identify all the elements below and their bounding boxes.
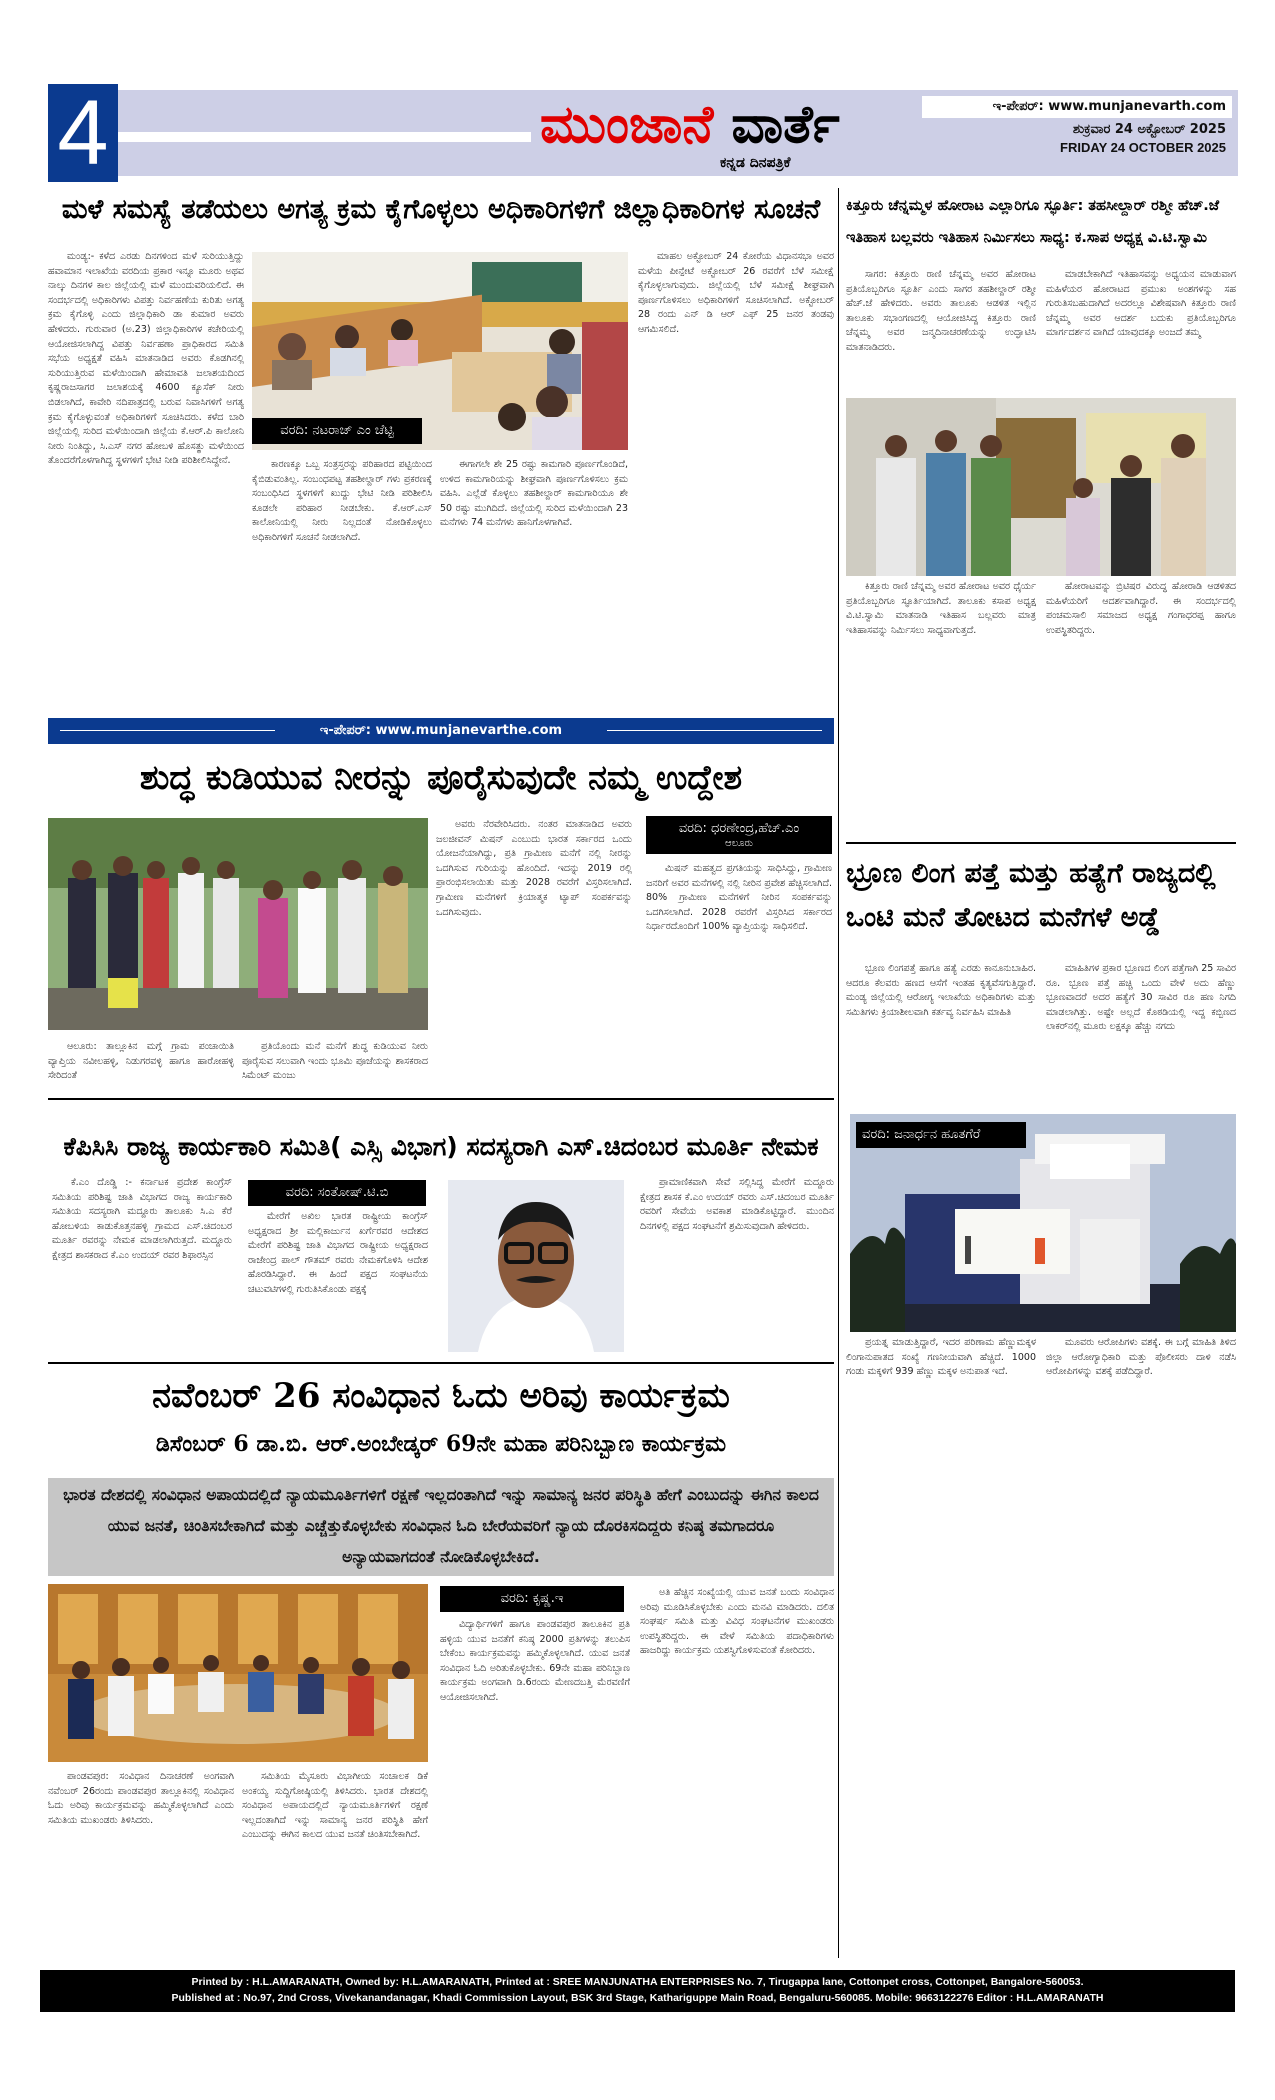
- article-water-col3: [436, 818, 632, 1090]
- strip-line-left: [60, 730, 275, 731]
- headline-water: ಶುದ್ಧ ಕುಡಿಯುವ ನೀರನ್ನು ಪೂರೈಸುವುದೇ ನಮ್ಮ ಉದ್ದೇಶ: [139, 758, 743, 798]
- article-water-col1: [48, 1040, 234, 1088]
- paragraph: ಆಲೂರು: ತಾಲ್ಲೂಕಿನ ಮಗ್ಗೆ ಗ್ರಾಮ ಪಂಚಾಯಿತಿ ವ್ಯಾಪ್ತಿಯ ನವೀಲಹಳ್ಳಿ, ನಿಡುಗರವಳ್ಳಿ ಹಾಗೂ ಹಾರೋಹಳ್ಳಿ ಸೇರಿದಂತೆ: [48, 1041, 234, 1082]
- article-kittur-col1: [846, 268, 1036, 396]
- date-english: FRIDAY 24 OCTOBER 2025: [1060, 140, 1226, 155]
- paragraph: ಅತಿ ಹೆಚ್ಚಿನ ಸಂಖ್ಯೆಯಲ್ಲಿ ಯುವ ಜನತೆ ಬಂದು ಸಂವಿಧಾನ ಅರಿವು ಮೂಡಿಸಿಕೊಳ್ಳಬೇಕು ಎಂದು ಮನವಿ ಮಾಡಿದರು. ದಲಿತ ಸಂಘರ್ಷ ಸಮಿತಿ ಮತ್ತು ವಿವಿಧ ಸಂಘಟನೆಗಳ ಮುಖಂಡರು ಉಪಸ್ಥಿತರಿದ್ದರು. ಈ ವೇಳೆ ಸಮಿತಿಯ ಪದಾಧಿಕಾರಿಗಳು ಹಾಜರಿದ್ದು ಕಾರ್ಯಕ್ರಮ ಯಶಸ್ವಿಗೊಳಿಸುವಂತೆ ಕೋರಿದರು.: [640, 1587, 834, 1657]
- section-divider: [48, 1098, 834, 1100]
- photo-water-ceremony: [48, 818, 428, 1030]
- constitution-meeting-image: [48, 1584, 428, 1762]
- paragraph: ಮಿಷನ್ ಮಹತ್ವದ ಪ್ರಗತಿಯನ್ನು ಸಾಧಿಸಿದ್ದು, ಗ್ರಾಮೀಣ ಜನರಿಗೆ ಅವರ ಮನೆಗಳಲ್ಲಿ ನಲ್ಲಿ ನೀರಿನ ಪ್ರವೇಶ ಹೆಚ್ಚಿಸಲಾಗಿದೆ. 80% ಗ್ರಾಮೀಣ ಮನೆಗಳಿಗೆ ನೀರಿನ ಸಂಪರ್ಕವನ್ನು ಒದಗಿಸಲಾಗಿದೆ. 2028 ರವರೆಗೆ ವಿಸ್ತರಿಸಿದ ಸರ್ಕಾರದ ನಿರ್ಧಾರದೊಂದಿಗೆ 100% ವ್ಯಾಪ್ತಿಯನ್ನು ಸಾಧಿಸಲಿದೆ.: [646, 863, 832, 933]
- article-foeticide-col1: [846, 962, 1036, 1110]
- byline-foeticide: ವರದಿ: ಜನಾರ್ಧನ ಹೂತಗೆರೆ: [856, 1122, 1026, 1148]
- article-foeticide-col4: [1046, 1336, 1236, 1962]
- footer-line-2: Published at : No.97, 2nd Cross, Vivekanandanagar, Khadi Commission Layout, BSK 3rd Stage, Kathariguppe Main Road, Bengaluru-560085. Mobile: 9663122276 Editor : H.L.AMARANATH: [171, 1992, 1104, 2004]
- article-kittur-col2: [1046, 268, 1236, 396]
- paragraph: ಪಾಂಡವಪುರ: ಸಂವಿಧಾನ ದಿನಾಚರಣೆ ಅಂಗವಾಗಿ ನವೆಂಬರ್ 26ರಂದು ಪಾಂಡವಪುರ ತಾಲ್ಲೂಕಿನಲ್ಲಿ ಸಂವಿಧಾನ ಓದು ಅರಿವು ಕಾರ್ಯಕ್ರಮವನ್ನು ಹಮ್ಮಿಕೊಳ್ಳಲಾಗಿದೆ ಎಂದು ಸಮಿತಿಯ ಮುಖಂಡರು ತಿಳಿಸಿದರು.: [48, 1771, 234, 1826]
- page-number: 4: [48, 84, 118, 182]
- paragraph: ಮಾಹಿತಿಗಳ ಪ್ರಕಾರ ಭ್ರೂಣದ ಲಿಂಗ ಪತ್ತೆಗಾಗಿ 25 ಸಾವಿರ ರೂ. ಭ್ರೂಣ ಪತ್ತೆ ಹಚ್ಚಿ ಒಂದು ವೇಳೆ ಅದು ಹೆಣ್ಣು ಭ್ರೂಣವಾದರೆ ಅದರ ಹತ್ಯೆಗೆ 30 ಸಾವಿರ ರೂ ಹಣ ನಿಗದಿ ಮಾಡಲಾಗಿತ್ತು. ಅಷ್ಟೇ ಅಲ್ಲದೆ ಕೊಠಡಿಯಲ್ಲಿ ಇದ್ದ ಕಬ್ಬಿಣದ ಲಾಕರ್‌ನಲ್ಲಿ ಮೂರು ಲಕ್ಷಕ್ಕೂ ಹೆಚ್ಚು ನಗದು: [1046, 963, 1236, 1033]
- paragraph: ವಿದ್ಯಾರ್ಥಿಗಳಿಗೆ ಹಾಗೂ ಪಾಂಡವಪುರ ತಾಲೂಕಿನ ಪ್ರತಿ ಹಳ್ಳಿಯ ಯುವ ಜನತೆಗೆ ಕನಿಷ್ಠ 2000 ಪ್ರತಿಗಳನ್ನು ತಲುಪಿಸ ಬೇಕೆಂಬ ಕಾರ್ಯಕ್ರಮವನ್ನು ಹಮ್ಮಿಕೊಳ್ಳಲಾಗಿದೆ. ಯುವ ಜನತೆ ಸಂವಿಧಾನ ಓದಿ ಅರಿತುಕೊಳ್ಳಬೇಕು. 69ನೇ ಮಹಾ ಪರಿನಿಬ್ಬಾಣ ಕಾರ್ಯಕ್ರಮ ಅಂಗವಾಗಿ ಡಿ.6ರಂದು ಮೇಣದಬತ್ತಿ ಮೆರವಣಿಗೆ ಆಯೋಜಿಸಲಾಗಿದೆ.: [440, 1619, 630, 1703]
- photo-constitution-meeting: [48, 1584, 428, 1762]
- headline-foeticide: [846, 852, 1236, 940]
- column-divider: [838, 188, 839, 1958]
- article-rain-col3: [440, 458, 628, 710]
- article-kittur-col4: [1046, 580, 1236, 830]
- paragraph: ಕೆ.ಎಂ ದೊಡ್ಡಿ :- ಕರ್ನಾಟಕ ಪ್ರದೇಶ ಕಾಂಗ್ರೆಸ್ ಸಮಿತಿಯ ಪರಿಶಿಷ್ಟ ಜಾತಿ ವಿಭಾಗದ ರಾಜ್ಯ ಕಾರ್ಯಕಾರಿ ಸಮಿತಿಯ ಸದಸ್ಯರಾಗಿ ಮದ್ದೂರು ತಾಲೂಕು ಸಿ.ಎ ಕೆರೆ ಹೋಬಳಿಯ ಕಾಡುಕೊತ್ತನಹಳ್ಳಿ ಗ್ರಾಮದ ಎಸ್.ಚಿದಂಬರ ಮೂರ್ತಿ ರವರನ್ನು ನೇಮಕ ಮಾಡಲಾಗಿರುತ್ತದೆ. ಮದ್ದೂರು ಕ್ಷೇತ್ರದ ಶಾಸಕರಾದ ಕೆ.ಎಂ ಉದಯ್ ರವರ ಶಿಫಾರಸ್ಸಿನ: [52, 1177, 232, 1261]
- article-kpcc-col1: [52, 1176, 232, 1356]
- newspaper-title: [540, 96, 840, 154]
- paragraph: ಈಗಾಗಲೇ ಶೇ 25 ರಷ್ಟು ಕಾಮಗಾರಿ ಪೂರ್ಣಗೊಂಡಿದೆ, ಉಳಿದ ಕಾಮಗಾರಿಯನ್ನು ಶೀಘ್ರವಾಗಿ ಪೂರ್ಣಗೊಳಿಸಲು ಕ್ರಮ ವಹಿಸಿ. ಎಲ್ಲೆಡೆ ಕೊಳ್ಳಲು ತಹಶೀಲ್ದಾರ್ ಕಾಮಗಾರಿಯೂ ಶೇ 50 ರಷ್ಟು ಮುಗಿದಿದೆ. ಜಿಲ್ಲೆಯಲ್ಲಿ ಸುರಿದ ಮಳೆಯಿಂದಾಗಿ 23 ಮನೆಗಳು 74 ಮನೆಗಳು ಹಾನಿಗೊಳಗಾಗಿವೆ.: [440, 459, 628, 529]
- headline-rain: ಮಳೆ ಸಮಸ್ಯೆ ತಡೆಯಲು ಅಗತ್ಯ ಕ್ರಮ ಕೈಗೊಳ್ಳಲು ಅಧಿಕಾರಿಗಳಿಗೆ ಜಿಲ್ಲಾಧಿಕಾರಿಗಳ ಸೂಚನೆ: [61, 194, 821, 225]
- paragraph: ಮಂಡ್ಯ:- ಕಳೆದ ಎರಡು ದಿನಗಳಿಂದ ಮಳೆ ಸುರಿಯುತ್ತಿದ್ದು ಹವಾಮಾನ ಇಲಾಖೆಯ ವರದಿಯ ಪ್ರಕಾರ ಇನ್ನೂ ಮೂರು ಅಥವ ನಾಲ್ಕು ದಿನಗಳ ಕಾಲ ಜಿಲ್ಲೆಯಲ್ಲಿ ಮಳೆ ಮುಂದುವರಿಯಲಿದೆ. ಈ ಸಂದರ್ಭದಲ್ಲಿ ಅಧಿಕಾರಿಗಳು ವಿಪತ್ತು ನಿರ್ವಹಣೆಯ ಕುರಿತು ಅಗತ್ಯ ಕ್ರಮ ಕೈಗೊಳ್ಳಿ ಎಂದು ಜಿಲ್ಲಾಧಿಕಾರಿ ಡಾ ಕುಮಾರ ಅವರು ಹೇಳಿದರು. ಗುರುವಾರ (ಅ.23) ಜಿಲ್ಲಾಧಿಕಾರಿಗಳ ಕಚೇರಿಯಲ್ಲಿ ಆಯೋಜಿಸಲಾಗಿದ್ದ ವಿಪತ್ತು ನಿರ್ವಹಣಾ ಪ್ರಾಧಿಕಾರದ ಸಮಿತಿ ಸಭೆಯ ಅಧ್ಯಕ್ಷತೆ ವಹಿಸಿ ಮಾತನಾಡಿದ ಅವರು ಕೊಡಗಿನಲ್ಲಿ ಸುರಿಯುತ್ತಿರುವ ಮಳೆಯಿಂದಾಗಿ ಹೇಮಾವತಿ ಜಲಾಶಯದಿಂದ ಕೃಷ್ಣರಾಜಸಾಗರ ಜಲಾಶಯಕ್ಕೆ 4600 ಕ್ಯೂಸೆಕ್ ನೀರು ಬಿಡಲಾಗಿದೆ, ಕಾವೇರಿ ನದಿಪಾತ್ರದಲ್ಲಿ ಬರುವ ನಿವಾಸಿಗಳಿಗೆ ಅಗತ್ಯ ಕ್ರಮ ಕೈಗೊಳ್ಳುವಂತೆ ಅಧಿಕಾರಿಗಳಿಗೆ ಸೂಚಿಸಿದರು. ಕಳೆದ ಬಾರಿ ಜಿಲ್ಲೆಯಲ್ಲಿ ಸುರಿದ ಮಳೆಯಿಂದಾಗಿ ಜಿಲ್ಲೆಯ ಕೆ.ಆರ್.ಪಿ ಕಾಲೋನಿ ನೀರು ನಿಂತಿದ್ದು, ಸಿ.ಎಸ್ ನಗರ ಹೋಬಳಿ ಹೊಸತ್ಥು ಮಳೆಯಿಂದ ತೊಂದರೆಗೊಳಗಾಗಿದ್ದ ಸ್ಥಳಗಳಿಗೆ ಭೇಟಿ ನೀಡಿ ಪರಿಶೀಲಿಸಿದ್ದೇನೆ.: [48, 251, 244, 467]
- article-foeticide-col2: [1046, 962, 1236, 1110]
- water-ceremony-image: [48, 818, 428, 1030]
- article-kpcc-col2: [248, 1210, 428, 1356]
- headline-kittur-line1: ಕಿತ್ತೂರು ಚೆನ್ನಮ್ಮಳ ಹೋರಾಟ ಎಲ್ಲಾರಿಗೂ ಸ್ಫೂರ್ತಿ: ತಹಸೀಲ್ದಾರ್ ರಶ್ಮೀ ಹೆಚ್.ಜೆ: [846, 198, 1220, 214]
- headline-kpcc: ಕೆಪಿಸಿಸಿ ರಾಜ್ಯ ಕಾರ್ಯಕಾರಿ ಸಮಿತಿ( ಎಸ್ಸಿ ವಿಭಾಗ) ಸದಸ್ಯರಾಗಿ ಎಸ್.ಚಿದಂಬರ ಮೂರ್ತಿ ನೇಮಕ: [63, 1132, 819, 1161]
- strip-line-right: [607, 730, 822, 731]
- newspaper-subtitle: ಕನ್ನಡ ದಿನಪತ್ರಿಕೆ: [720, 155, 791, 171]
- byline-constitution: ವರದಿ: ಕೃಷ್ಣ.ಇ: [440, 1586, 624, 1612]
- paragraph: ಅವರು ನೆರವೇರಿಸಿದರು. ನಂತರ ಮಾತನಾಡಿದ ಅವರು ಜಲಜೀವನ್ ಮಿಷನ್ ಎಂಬುದು ಭಾರತ ಸರ್ಕಾರದ ಒಂದು ಯೋಜನೆಯಾಗಿದ್ದು, ಪ್ರತಿ ಗ್ರಾಮೀಣ ಮನೆಗೆ ನಲ್ಲಿ ನೀರನ್ನು ಒದಗಿಸುವ ಗುರಿಯನ್ನು ಹೊಂದಿದೆ. ಇದನ್ನು 2019 ರಲ್ಲಿ ಪ್ರಾರಂಭಿಸಲಾಯಿತು ಮತ್ತು 2028 ರವರೆಗೆ ವಿಸ್ತರಿಸಲಾಗಿದೆ. ಗ್ರಾಮೀಣ ಮನೆಗಳಿಗೆ ಕ್ರಿಯಾತ್ಮಕ ಟ್ಯಾಪ್ ಸಂಪರ್ಕವನ್ನು ಒದಗಿಸುವುದು.: [436, 819, 632, 918]
- paragraph: ಹೋರಾಟವನ್ನು ಬ್ರಿಟಿಷರ ವಿರುದ್ಧ ಹೋರಾಡಿ ಆಡಳಿತದ ಮಹಿಳೆಯರಿಗೆ ಆದರ್ಶವಾಗಿದ್ದಾರೆ. ಈ ಸಂದರ್ಭದಲ್ಲಿ ಪಂಚಮಸಾಲಿ ಸಮಾಜದ ಅಧ್ಯಕ್ಷ ಗಂಗಾಧರಪ್ಪ ಹಾಗೂ ಉಪಸ್ಥಿತರಿದ್ದರು.: [1046, 581, 1236, 636]
- paragraph: ಪ್ರಾಮಾಣಿಕವಾಗಿ ಸೇವೆ ಸಲ್ಲಿಸಿದ್ದ ಮೇರೆಗೆ ಮದ್ದೂರು ಕ್ಷೇತ್ರದ ಶಾಸಕ ಕೆ.ಎಂ ಉದಯ್ ರವರು ಎಸ್.ಚಿದಂಬರ ಮೂರ್ತಿ ರವರಿಗೆ ಸೇವೆಯ ಅವಕಾಶ ಮಾಡಿಕೊಟ್ಟಿದ್ದಾರೆ. ಮುಂದಿನ ದಿನಗಳಲ್ಲಿ ಪಕ್ಷದ ಸಂಘಟನೆಗೆ ಶ್ರಮಿಸುವುದಾಗಿ ಹೇಳಿದರು.: [640, 1177, 834, 1232]
- paragraph: ಕಾರಣಕ್ಕೂ ಒಬ್ಬ ಸಂತ್ರಸ್ತರನ್ನು ಪರಿಹಾರದ ಪಟ್ಟಿಯಿಂದ ಕೈಬಿಡುವಂತಿಲ್ಲ. ಸಂಬಂಧಪಟ್ಟ ತಹಶೀಲ್ದಾರ್ ಗಳು ಪ್ರಕರಣಕ್ಕೆ ಸಂಬಂಧಿಸಿದ ಸ್ಥಳಗಳಿಗೆ ಖುದ್ದು ಭೇಟಿ ನೀಡಿ ಪರಿಶೀಲಿಸಿ ಕೂಡಲೇ ಪರಿಹಾರ ನೀಡಬೇಕು. ಕೆ.ಆರ್.ಎಸ್ ಕಾಲೋನಿಯಲ್ಲಿ ನೀರು ನಿಲ್ಲದಂತೆ ನೋಡಿಕೊಳ್ಳಲು ಅಧಿಕಾರಿಗಳಿಗೆ ಸೂಚನೆ ನೀಡಲಾಗಿದೆ.: [252, 459, 432, 543]
- paragraph: ಸಮಿತಿಯ ಮೈಸೂರು ವಿಭಾಗೀಯ ಸಂಚಾಲಕ ಡಿಕೆ ಅಂಕಯ್ಯ ಸುದ್ದಿಗೋಷ್ಠಿಯಲ್ಲಿ ತಿಳಿಸಿದರು. ಭಾರತ ದೇಶದಲ್ಲಿ ಸಂವಿಧಾನ ಅಪಾಯದಲ್ಲಿದೆ ನ್ಯಾಯಮೂರ್ತಿಗಳಿಗೆ ರಕ್ಷಣೆ ಇಲ್ಲದಂತಾಗಿದೆ ಇನ್ನು ಸಾಮಾನ್ಯ ಜನರ ಪರಿಸ್ಥಿತಿ ಹೇಗೆ ಎಂಬುದನ್ನು ಈಗಿನ ಕಾಲದ ಯುವ ಜನತೆ ಚಿಂತಿಸಬೇಕಾಗಿದೆ.: [242, 1771, 428, 1841]
- section-divider: [48, 1362, 834, 1364]
- pull-quote: ಭಾರತ ದೇಶದಲ್ಲಿ ಸಂವಿಧಾನ ಅಪಾಯದಲ್ಲಿದೆ ನ್ಯಾಯಮೂರ್ತಿಗಳಿಗೆ ರಕ್ಷಣೆ ಇಲ್ಲದಂತಾಗಿದೆ ಇನ್ನು ಸಾಮಾನ್ಯ ಜನರ ಪರಿಸ್ಥಿತಿ ಹೇಗೆ ಎಂಬುದನ್ನು ಈಗಿನ ಕಾಲದ ಯುವ ಜನತೆ, ಚಿಂತಿಸಬೇಕಾಗಿದೆ ಮತ್ತು ಎಚ್ಚೆತ್ತುಕೊಳ್ಳಬೇಕು ಸಂವಿಧಾನ ಓದಿ ಬೇರೆಯವರಿಗೆ ನ್ಯಾಯ ದೊರಕಿಸದಿದ್ದರು ಕನಿಷ್ಠ ತಮಗಾದರೂ ಅನ್ಯಾಯವಾಗದಂತೆ ನೋಡಿಕೊಳ್ಳಬೇಕಿದೆ.: [48, 1478, 834, 1576]
- article-foeticide-col3: [846, 1336, 1036, 1962]
- section-divider: [846, 842, 1236, 844]
- paragraph: ಮೂವರು ಆರೋಪಿಗಳು ವಶಕ್ಕೆ. ಈ ಬಗ್ಗೆ ಮಾಹಿತಿ ತಿಳಿದ ಜಿಲ್ಲಾ ಆರೋಗ್ಯಾಧಿಕಾರಿ ಮತ್ತು ಪೊಲೀಸರು ದಾಳಿ ನಡೆಸಿ ಆರೋಪಿಗಳನ್ನು ವಶಕ್ಕೆ ಪಡೆದಿದ್ದಾರೆ.: [1046, 1337, 1236, 1378]
- paragraph: ಪ್ರಯತ್ನ ಮಾಡುತ್ತಿದ್ದಾರೆ, ಇದರ ಪರಿಣಾಮ ಹೆಣ್ಣುಮಕ್ಕಳ ಲಿಂಗಾನುಪಾತದ ಸಂಖ್ಯೆ ಗಣನೀಯವಾಗಿ ಹೆಚ್ಚಿದೆ. 1000 ಗಂಡು ಮಕ್ಕಳಿಗೆ 939 ಹೆಣ್ಣು ಮಕ್ಕಳ ಅನುಪಾತ ಇದೆ.: [846, 1337, 1036, 1378]
- article-kittur-col3: [846, 580, 1036, 830]
- paragraph: ಮಾಹಲ ಅಕ್ಟೋಬರ್ 24 ಕೋರೆಯ ವಿಧಾನಸಭಾ ಅವರ ಮಳೆಯ ಪೀನ್ಪೇಟೆ ಅಕ್ಟೋಬರ್ 26 ರವರೆಗೆ ಬೆಳೆ ಸಮೀಕ್ಷೆ ಕೈಗೊಳ್ಳಲಾಗುವುದು. ಜಿಲ್ಲೆಯಲ್ಲಿ ಬೆಳೆ ಸಮೀಕ್ಷೆ ಶೀಘ್ರವಾಗಿ ಪೂರ್ಣಗೊಳಿಸಲು ಅಧಿಕಾರಿಗಳಿಗೆ ಸೂಚಿಸಲಾಗಿದೆ. ಅಕ್ಟೋಬರ್ 28 ರಂದು ಎನ್ ಡಿ ಆರ್ ಎಫ್ 25 ಜನರ ತಂಡವು ಆಗಮಿಸಲಿದೆ.: [638, 251, 834, 335]
- epaper-strip-link[interactable]: ಇ-ಪೇಪರ್: www.munjanevarthe.com: [319, 723, 563, 738]
- paragraph: ಕಿತ್ತೂರು ರಾಣಿ ಚೆನ್ನಮ್ಮ ಅವರ ಹೋರಾಟ ಅವರ ಧೈರ್ಯ ಪ್ರತಿಯೊಬ್ಬರಿಗೂ ಸ್ಫೂರ್ತಿಯಾಗಿದೆ. ತಾಲೂಕು ಕಸಾಪ ಅಧ್ಯಕ್ಷ ವಿ.ಟಿ.ಸ್ವಾಮಿ ಮಾತನಾಡಿ ಇತಿಹಾಸ ಬಲ್ಲವರು ಮಾತ್ರ ಇತಿಹಾಸವನ್ನು ನಿರ್ಮಿಸಲು ಸಾಧ್ಯವಾಗುತ್ತದೆ.: [846, 581, 1036, 636]
- byline-rain: ವರದಿ: ನಟರಾಜ್ ಎಂ ಚೆಟ್ಟಿ: [252, 418, 422, 444]
- headline-constitution: ನವೆಂಬರ್ 26 ಸಂವಿಧಾನ ಓದು ಅರಿವು ಕಾರ್ಯಕ್ರಮ: [152, 1376, 730, 1416]
- footer-line-1: Printed by : H.L.AMARANATH, Owned by: H.L.AMARANATH, Printed at : SREE MANJUNATHA ENTERPRISES No. 7, Tirugappa lane, Cottonpet cross, Cottonpet, Bangalore-560053.: [191, 1976, 1084, 1988]
- kittur-event-image: [846, 398, 1236, 576]
- paragraph: ಪ್ರತಿಯೊಂದು ಮನೆ ಮನೆಗೆ ಶುದ್ಧ ಕುಡಿಯುವ ನೀರು ಪೂರೈಸುವ ಸಲುವಾಗಿ ಇಂದು ಭೂಮಿ ಪೂಜೆಯನ್ನು ಶಾಸಕರಾದ ಸಿಮೆಂಟ್ ಮಂಜು: [242, 1041, 428, 1082]
- headline-foeticide-line2: ಒಂಟಿ ಮನೆ ತೋಟದ ಮನೆಗಳೆ ಅಡ್ಡೆ: [846, 902, 1160, 933]
- byline-water: [646, 816, 832, 854]
- footer-imprint: [40, 1970, 1235, 2012]
- byline-kpcc: ವರದಿ: ಸಂತೋಷ್.ಟಿ.ಬಿ: [248, 1180, 426, 1206]
- article-water-col2: [242, 1040, 428, 1088]
- masthead-divider: [118, 132, 531, 142]
- paragraph: ಸಾಗರ: ಕಿತ್ತೂರು ರಾಣಿ ಚೆನ್ನಮ್ಮ ಅವರ ಹೋರಾಟ ಪ್ರತಿಯೊಬ್ಬರಿಗೂ ಸ್ಫೂರ್ತಿ ಎಂದು ಸಾಗರ ತಹಶೀಲ್ದಾರ್ ರಶ್ಮೀ ಹೆಚ್.ಜೆ ಹೇಳಿದರು. ಅವರು ತಾಲೂಕು ಆಡಳಿತ ಇಲ್ಲಿನ ತಾಲೂಕು ಸಭಾಂಗಣದಲ್ಲಿ ಆಯೋಜಿಸಿದ್ದ ಕಿತ್ತೂರು ರಾಣಿ ಚೆನ್ನಮ್ಮ ಅವರ ಜನ್ಮದಿನಾಚರಣೆಯನ್ನು ಉದ್ಘಾಟಿಸಿ ಮಾತನಾಡಿದರು.: [846, 269, 1036, 353]
- epaper-link[interactable]: ಇ-ಪೇಪರ್: www.munjanevarth.com: [922, 96, 1232, 118]
- subheadline-constitution: ಡಿಸೆಂಬರ್ 6 ಡಾ.ಬಿ. ಆರ್.ಅಂಬೇಡ್ಕರ್ 69ನೇ ಮಹಾ ಪರಿನಿಬ್ಬಾಣ ಕಾರ್ಯಕ್ರಮ: [155, 1431, 727, 1457]
- photo-portrait: [448, 1180, 624, 1352]
- article-rain-col1: [48, 250, 244, 710]
- article-constitution-col4: [640, 1586, 834, 1962]
- article-rain-col4: [638, 250, 834, 710]
- title-part-1: ಮುಂಜಾನೆ: [540, 95, 714, 155]
- portrait-image: [448, 1180, 624, 1352]
- paragraph: ಮೇರೆಗೆ ಅಖಿಲ ಭಾರತ ರಾಷ್ಟ್ರೀಯ ಕಾಂಗ್ರೆಸ್ ಅಧ್ಯಕ್ಷರಾದ ಶ್ರೀ ಮಲ್ಲಿಕಾರ್ಜುನ ಖರ್ಗೆರವರ ಆದೇಶದ ಮೇರೆಗೆ ಪರಿಶಿಷ್ಟ ಜಾತಿ ವಿಭಾಗದ ರಾಷ್ಟ್ರೀಯ ಅಧ್ಯಕ್ಷರಾದ ರಾಜೇಂದ್ರ ಪಾಲ್ ಗೌತಮ್ ರವರು ನೇಮಕಗೊಳಿಸಿ ಆದೇಶ ಹೊರಡಿಸಿದ್ದಾರೆ. ಈ ಹಿಂದೆ ಪಕ್ಷದ ಸಂಘಟನೆಯ ಚಟುವಟಿಗಳಲ್ಲಿ ಗುರುತಿಸಿಕೊಂಡು ಪಕ್ಷಕ್ಕೆ: [248, 1211, 428, 1295]
- article-constitution-col3: [440, 1618, 630, 1962]
- headline-kittur-line2: ಇತಿಹಾಸ ಬಲ್ಲವರು ಇತಿಹಾಸ ನಿರ್ಮಿಸಲು ಸಾಧ್ಯ: ಕ.ಸಾಪ ಅಧ್ಯಕ್ಷ ವಿ.ಟಿ.ಸ್ವಾಮಿ: [846, 230, 1207, 246]
- article-kpcc-col3: [640, 1176, 834, 1356]
- photo-kittur-event: [846, 398, 1236, 576]
- byline-water-name: ವರದಿ: ಧರಣೇಂದ್ರ,ಹೆಚ್.ಎಂ: [678, 821, 800, 836]
- headline-kittur: [846, 190, 1236, 254]
- article-constitution-col2: [242, 1770, 428, 1962]
- article-rain-col2: [252, 458, 432, 710]
- paragraph: ಭ್ರೂಣ ಲಿಂಗಪತ್ತೆ ಹಾಗೂ ಹತ್ಯೆ ಎರಡು ಕಾನೂನುಬಾಹಿರ. ಆದರೂ ಕೆಲವರು ಹಣದ ಆಸೆಗೆ ಇಂತಹ ಕೃತ್ಯವೆಸಗುತ್ತಿದ್ದಾರೆ. ಮಂಡ್ಯ ಜಿಲ್ಲೆಯಲ್ಲಿ ಆರೋಗ್ಯ ಇಲಾಖೆಯ ಅಧಿಕಾರಿಗಳು ಮತ್ತು ಸಮಿತಿಗಳು ಕ್ರಿಯಾಶೀಲವಾಗಿ ಕರ್ತವ್ಯ ನಿರ್ವಹಿಸಿ ಮಾಹಿತಿ: [846, 963, 1036, 1018]
- article-constitution-col1: [48, 1770, 234, 1962]
- paragraph: ಮಾಡಬೇಕಾಗಿದೆ ಇತಿಹಾಸವನ್ನು ಅಧ್ಯಯನ ಮಾಡುವಾಗ ಮಹಿಳೆಯರ ಹೋರಾಟದ ಪ್ರಮುಖ ಅಂಶಗಳನ್ನು ಸಹ ಗುರುತಿಸಬಹುದಾಗಿದೆ ಅದರಲ್ಲೂ ವಿಶೇಷವಾಗಿ ಕಿತ್ತೂರು ರಾಣಿ ಚೆನ್ನಮ್ಮ ಅವರ ಆದರ್ಶ ಬದುಕು ಪ್ರತಿಯೊಬ್ಬರಿಗೂ ಮಾರ್ಗದರ್ಶನ ವಾಗಿದೆ ಯಾವುದಕ್ಕೂ ಅಂಜದೆ ತಮ್ಮ: [1046, 269, 1236, 339]
- byline-water-place: ಆಲೂರು: [725, 838, 753, 849]
- article-water-col4: [646, 862, 832, 1090]
- epaper-strip: [48, 718, 834, 744]
- headline-foeticide-line1: ಭ್ರೂಣ ಲಿಂಗ ಪತ್ತೆ ಮತ್ತು ಹತ್ಯೆಗೆ ರಾಜ್ಯದಲ್ಲಿ: [846, 858, 1216, 889]
- date-kannada: ಶುಕ್ರವಾರ 24 ಅಕ್ಟೋಬರ್ 2025: [1072, 122, 1226, 137]
- title-part-2: ವಾರ್ತೆ: [731, 95, 840, 155]
